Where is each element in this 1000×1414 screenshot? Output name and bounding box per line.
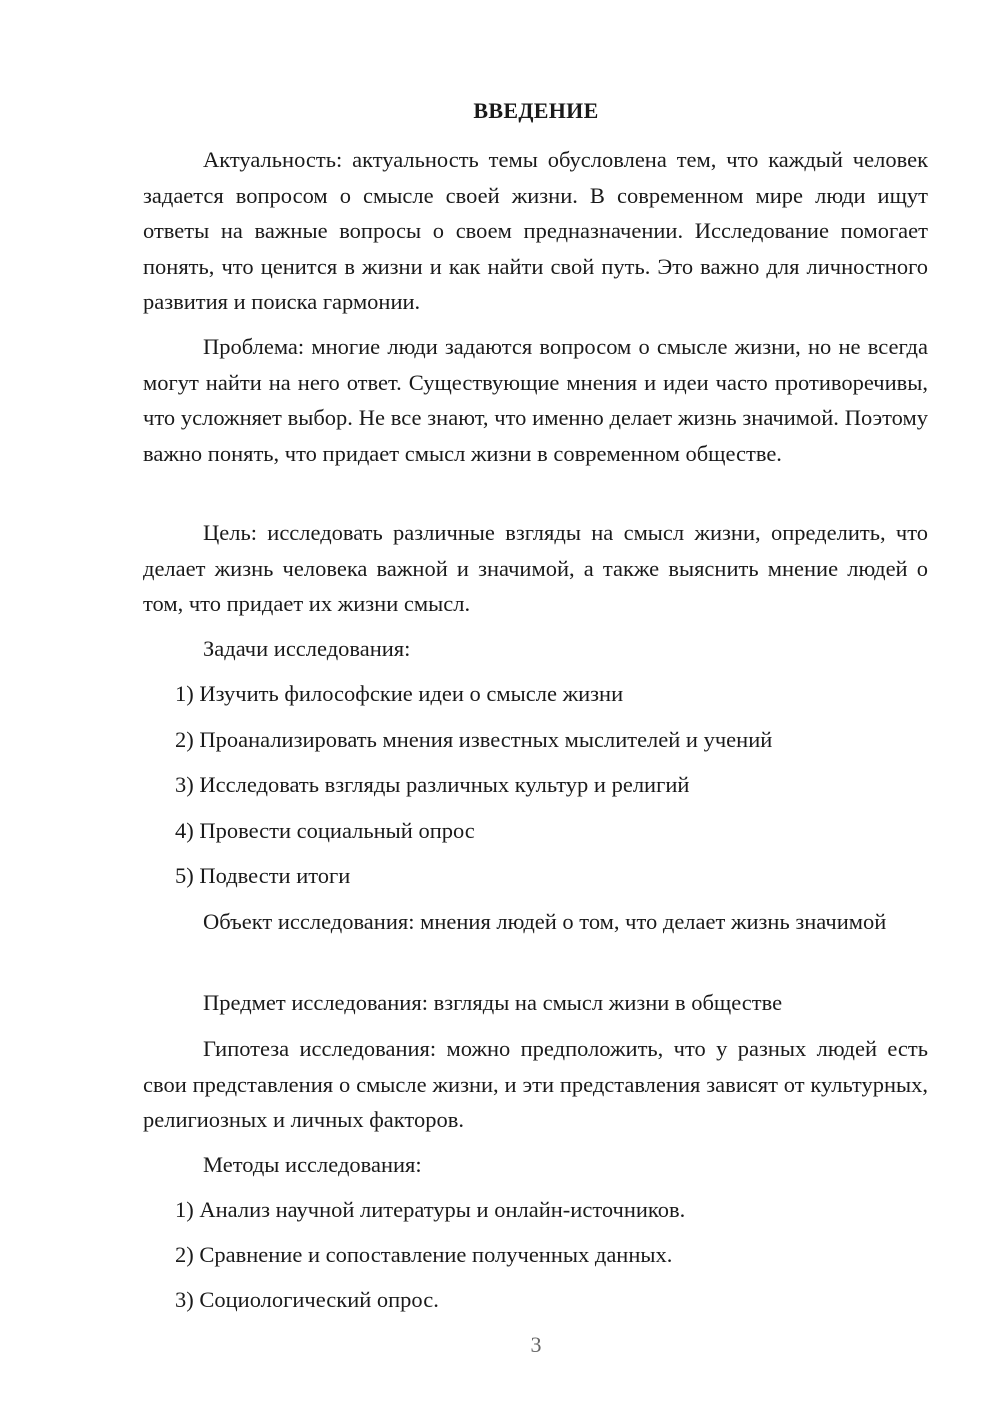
- method-item: 1) Анализ научной литературы и онлайн-источников.: [175, 1197, 686, 1222]
- goal-paragraph: Цель: исследовать различные взгляды на смысл жизни, определить, что делает жизнь человека важной и значимой, а также выяснить мнение людей о том, что придает их жизни смысл.: [143, 520, 928, 616]
- task-item: 2) Проанализировать мнения известных мыслителей и учений: [175, 727, 773, 752]
- method-item: 3) Социологический опрос.: [175, 1287, 439, 1312]
- relevance-paragraph: Актуальность: актуальность темы обусловлена тем, что каждый человек задается вопросом о смысле своей жизни. В современном мире люди ищут ответы на важные вопросы о своем предназначении. Исследование помогает понять, что ценится в жизни и как найти свой путь. Это важно для личностного развития и поиска гармонии.: [143, 147, 928, 314]
- tasks-heading: Задачи исследования:: [203, 636, 411, 661]
- problem-paragraph: Проблема: многие люди задаются вопросом о смысле жизни, но не всегда могут найти на него ответ. Существующие мнения и идеи часто противоречивы, что усложняет выбор. Не все знают, что именно делает жизнь значимой. Поэтому важно понять, что придает смысл жизни в современном обществе.: [143, 334, 928, 466]
- task-item: 3) Исследовать взгляды различных культур и религий: [175, 772, 690, 797]
- hypothesis-paragraph: Гипотеза исследования: можно предположить, что у разных людей есть свои представления о смысле жизни, и эти представления зависят от культурных, религиозных и личных факторов.: [143, 1036, 928, 1132]
- task-item: 4) Провести социальный опрос: [175, 818, 475, 843]
- task-item: 5) Подвести итоги: [175, 863, 351, 888]
- method-item: 2) Сравнение и сопоставление полученных данных.: [175, 1242, 673, 1267]
- page-title: ВВЕДЕНИЕ: [473, 98, 599, 123]
- task-item: 1) Изучить философские идеи о смысле жизни: [175, 681, 624, 706]
- object-paragraph: Объект исследования: мнения людей о том, что делает жизнь значимой: [203, 909, 887, 934]
- page-number: 3: [530, 1332, 542, 1357]
- methods-heading: Методы исследования:: [203, 1152, 422, 1177]
- subject-paragraph: Предмет исследования: взгляды на смысл жизни в обществе: [203, 990, 783, 1015]
